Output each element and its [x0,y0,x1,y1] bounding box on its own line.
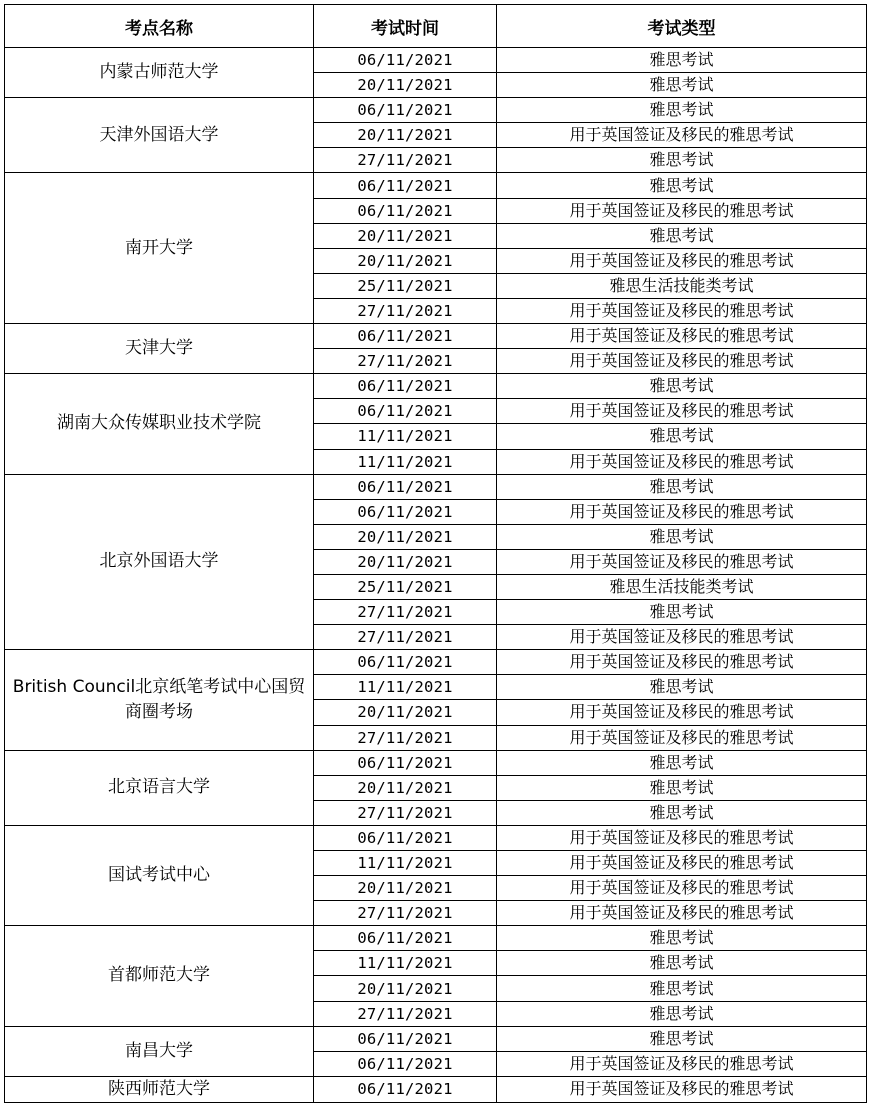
date-cell: 27/11/2021 [314,725,497,750]
date-cell: 20/11/2021 [314,223,497,248]
table-row [5,173,867,198]
exam-type-cell: 用于英国签证及移民的雅思考试 [497,700,867,725]
exam-type-cell: 用于英国签证及移民的雅思考试 [497,901,867,926]
date-cell: 11/11/2021 [314,851,497,876]
exam-type-cell: 用于英国签证及移民的雅思考试 [497,851,867,876]
exam-type-cell: 用于英国签证及移民的雅思考试 [497,298,867,323]
exam-type-cell: 用于英国签证及移民的雅思考试 [497,876,867,901]
date-cell: 06/11/2021 [314,650,497,675]
date-cell: 20/11/2021 [314,775,497,800]
date-cell: 25/11/2021 [314,273,497,298]
date-cell: 06/11/2021 [314,374,497,399]
date-cell: 27/11/2021 [314,349,497,374]
table-row [5,48,867,73]
date-cell: 20/11/2021 [314,549,497,574]
exam-type-cell: 雅思考试 [497,424,867,449]
table-row [5,98,867,123]
exam-type-cell: 用于英国签证及移民的雅思考试 [497,123,867,148]
exam-type-cell: 雅思考试 [497,1001,867,1026]
date-cell: 06/11/2021 [314,98,497,123]
exam-type-cell: 雅思考试 [497,148,867,173]
date-cell: 27/11/2021 [314,1001,497,1026]
exam-type-cell: 用于英国签证及移民的雅思考试 [497,549,867,574]
venue-cell: 内蒙古师范大学 [5,48,314,98]
date-cell: 20/11/2021 [314,524,497,549]
header-row [5,5,867,48]
date-cell: 27/11/2021 [314,298,497,323]
date-cell: 27/11/2021 [314,625,497,650]
header-venue: 考点名称 [5,5,314,48]
exam-type-cell: 雅思考试 [497,524,867,549]
venue-cell: British Council北京纸笔考试中心国贸商圈考场 [5,650,314,750]
venue-cell: 首都师范大学 [5,926,314,1026]
date-cell: 06/11/2021 [314,1051,497,1076]
table-row [5,926,867,951]
exam-type-cell: 用于英国签证及移民的雅思考试 [497,449,867,474]
date-cell: 20/11/2021 [314,73,497,98]
date-cell: 06/11/2021 [314,48,497,73]
table-row [5,324,867,349]
exam-type-cell: 雅思考试 [497,374,867,399]
exam-type-cell: 用于英国签证及移民的雅思考试 [497,324,867,349]
date-cell: 11/11/2021 [314,424,497,449]
exam-type-cell: 用于英国签证及移民的雅思考试 [497,198,867,223]
date-cell: 20/11/2021 [314,976,497,1001]
exam-type-cell: 用于英国签证及移民的雅思考试 [497,248,867,273]
date-cell: 06/11/2021 [314,399,497,424]
exam-type-cell: 雅思生活技能类考试 [497,273,867,298]
exam-type-cell: 雅思考试 [497,926,867,951]
exam-type-cell: 用于英国签证及移民的雅思考试 [497,1051,867,1076]
exam-type-cell: 雅思考试 [497,775,867,800]
date-cell: 11/11/2021 [314,951,497,976]
table-row [5,825,867,850]
date-cell: 27/11/2021 [314,148,497,173]
date-cell: 20/11/2021 [314,123,497,148]
venue-cell: 南昌大学 [5,1026,314,1076]
date-cell: 06/11/2021 [314,499,497,524]
table-header [5,5,867,48]
date-cell: 06/11/2021 [314,198,497,223]
date-cell: 25/11/2021 [314,574,497,599]
date-cell: 20/11/2021 [314,700,497,725]
exam-type-cell: 雅思考试 [497,1026,867,1051]
date-cell: 06/11/2021 [314,173,497,198]
exam-type-cell: 雅思考试 [497,48,867,73]
exam-type-cell: 用于英国签证及移民的雅思考试 [497,725,867,750]
exam-type-cell: 用于英国签证及移民的雅思考试 [497,625,867,650]
venue-cell: 天津大学 [5,324,314,374]
date-cell: 27/11/2021 [314,800,497,825]
exam-type-cell: 用于英国签证及移民的雅思考试 [497,349,867,374]
table-row [5,650,867,675]
exam-type-cell: 雅思考试 [497,73,867,98]
exam-type-cell: 雅思考试 [497,98,867,123]
table-row [5,474,867,499]
table-row [5,1076,867,1102]
venue-cell: 南开大学 [5,173,314,324]
venue-cell: 天津外国语大学 [5,98,314,173]
table-body [5,48,867,1103]
exam-type-cell: 雅思考试 [497,976,867,1001]
exam-type-cell: 用于英国签证及移民的雅思考试 [497,1076,867,1102]
table-row [5,374,867,399]
exam-type-cell: 雅思生活技能类考试 [497,574,867,599]
exam-type-cell: 用于英国签证及移民的雅思考试 [497,499,867,524]
header-type: 考试类型 [497,5,867,48]
exam-type-cell: 用于英国签证及移民的雅思考试 [497,399,867,424]
date-cell: 06/11/2021 [314,1026,497,1051]
date-cell: 06/11/2021 [314,1076,497,1102]
venue-cell: 北京外国语大学 [5,474,314,650]
venue-cell: 国试考试中心 [5,825,314,925]
exam-schedule-table [4,4,867,1103]
exam-type-cell: 雅思考试 [497,600,867,625]
exam-type-cell: 雅思考试 [497,675,867,700]
table-row [5,1026,867,1051]
date-cell: 11/11/2021 [314,449,497,474]
venue-cell: 陕西师范大学 [5,1076,314,1102]
date-cell: 06/11/2021 [314,926,497,951]
table-row [5,750,867,775]
date-cell: 20/11/2021 [314,248,497,273]
date-cell: 06/11/2021 [314,750,497,775]
date-cell: 06/11/2021 [314,825,497,850]
date-cell: 06/11/2021 [314,474,497,499]
exam-type-cell: 雅思考试 [497,750,867,775]
date-cell: 06/11/2021 [314,324,497,349]
exam-type-cell: 雅思考试 [497,474,867,499]
date-cell: 27/11/2021 [314,600,497,625]
date-cell: 11/11/2021 [314,675,497,700]
date-cell: 27/11/2021 [314,901,497,926]
exam-type-cell: 雅思考试 [497,800,867,825]
exam-type-cell: 雅思考试 [497,223,867,248]
exam-type-cell: 雅思考试 [497,951,867,976]
exam-type-cell: 用于英国签证及移民的雅思考试 [497,650,867,675]
exam-type-cell: 用于英国签证及移民的雅思考试 [497,825,867,850]
venue-cell: 湖南大众传媒职业技术学院 [5,374,314,474]
header-date: 考试时间 [314,5,497,48]
exam-type-cell: 雅思考试 [497,173,867,198]
date-cell: 20/11/2021 [314,876,497,901]
venue-cell: 北京语言大学 [5,750,314,825]
